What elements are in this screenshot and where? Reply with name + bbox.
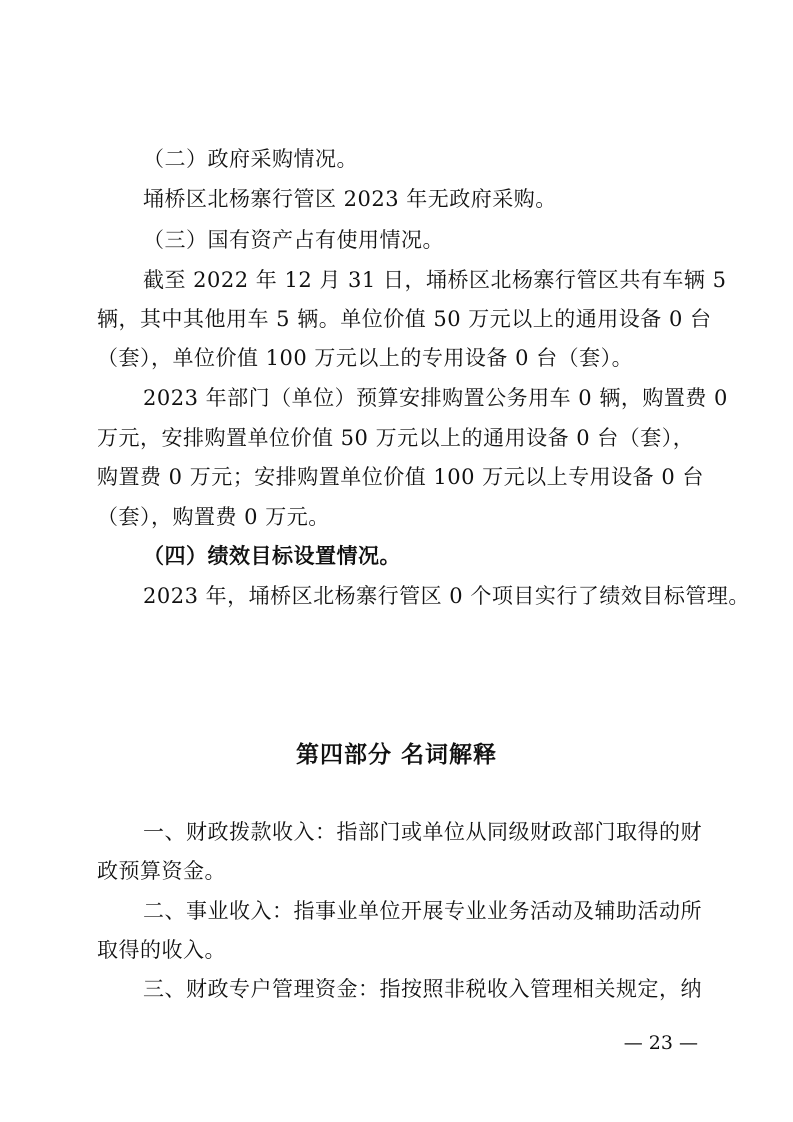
section2-heading: （二）政府采购情况。	[143, 147, 358, 171]
section2-body: 埇桥区北杨寨行管区 2023 年无政府采购。	[143, 187, 557, 211]
section3-paragraph2-line2: 万元，安排购置单位价值 50 万元以上的通用设备 0 台（套），	[97, 426, 695, 450]
section4-heading: （四）绩效目标设置情况。	[143, 544, 401, 568]
section3-paragraph1-line2: 辆，其中其他用车 5 辆。单位价值 50 万元以上的通用设备 0 台	[97, 307, 712, 331]
glossary-item2-line1: 二、事业收入：指事业单位开展专业业务活动及辅助活动所	[143, 899, 702, 923]
glossary-item1-line1: 一、财政拨款收入：指部门或单位从同级财政部门取得的财	[143, 820, 702, 844]
section3-paragraph2-line4: （套），购置费 0 万元。	[97, 505, 330, 529]
section3-paragraph1-line3: （套），单位价值 100 万元以上的专用设备 0 台（套）。	[97, 346, 634, 370]
section3-paragraph2-line1: 2023 年部门（单位）预算安排购置公务用车 0 辆，购置费 0	[143, 386, 728, 410]
glossary-item2-line2: 取得的收入。	[97, 938, 226, 962]
section3-paragraph1-line1: 截至 2022 年 12 月 31 日，埇桥区北杨寨行管区共有车辆 5	[143, 268, 727, 292]
section4-body: 2023 年，埇桥区北杨寨行管区 0 个项目实行了绩效目标管理。	[143, 584, 750, 608]
glossary-item3-line1: 三、财政专户管理资金：指按照非税收入管理相关规定，纳	[143, 977, 702, 1001]
section3-heading: （三）国有资产占有使用情况。	[143, 228, 444, 252]
section3-paragraph2-line3: 购置费 0 万元；安排购置单位价值 100 万元以上专用设备 0 台	[97, 465, 704, 489]
part4-title: 第四部分 名词解释	[295, 742, 497, 768]
page-number: — 23 —	[623, 1032, 698, 1054]
glossary-item1-line2: 政预算资金。	[97, 859, 226, 883]
